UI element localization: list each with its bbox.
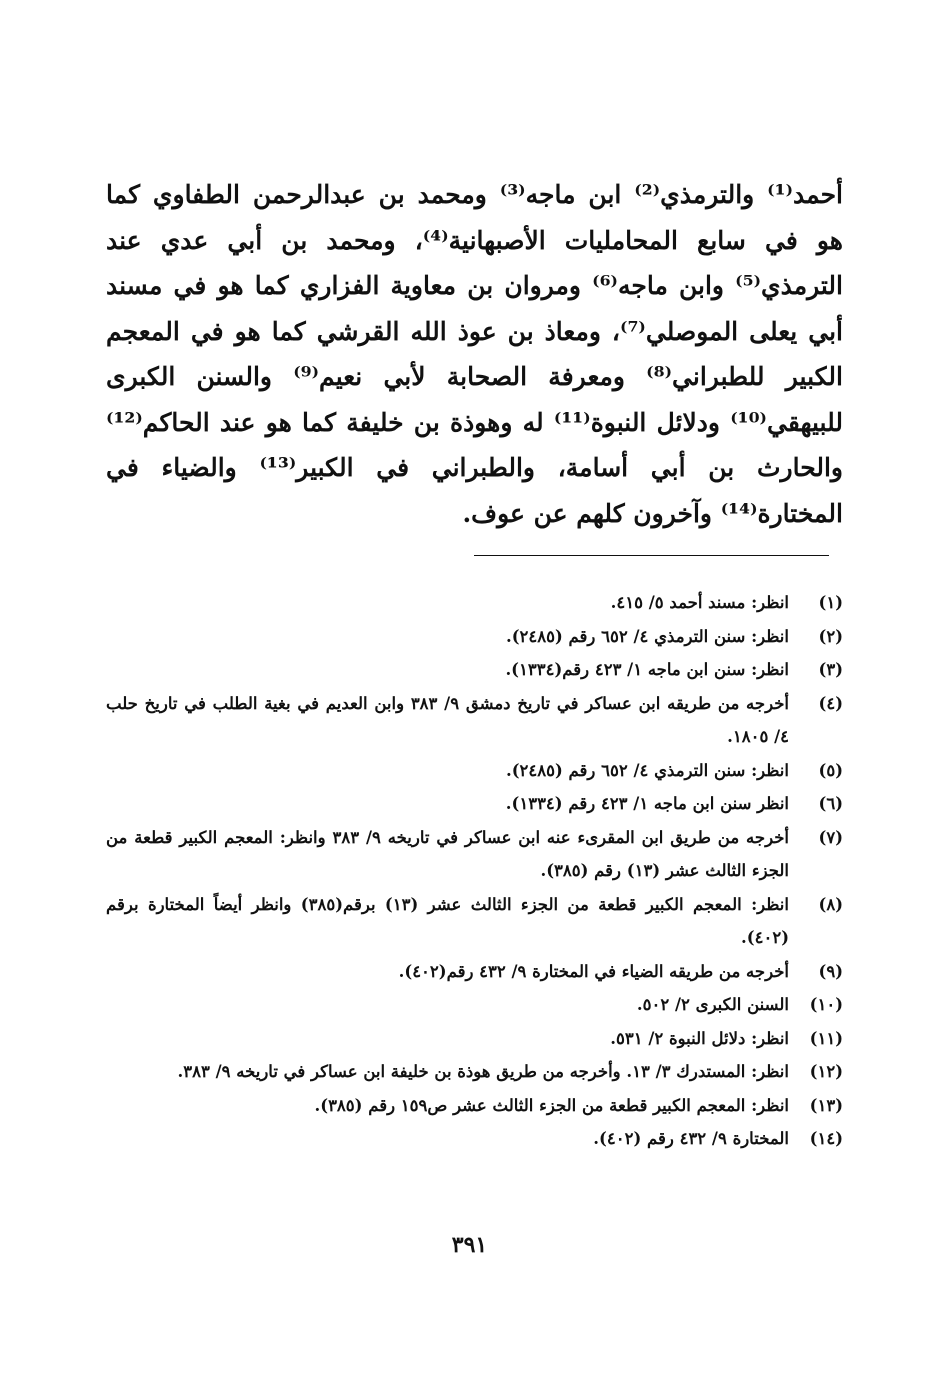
footnote-text: المختارة ٩/ ٤٣٢ رقم (٤٠٢).	[593, 1129, 789, 1148]
footnote-text: انظر: المعجم الكبير قطعة من الجزء الثالث عشر ص١٥٩ رقم (٣٨٥).	[314, 1095, 789, 1115]
main-paragraph: أحمد⁽¹⁾ والترمذي⁽²⁾ ابن ماجه⁽³⁾ ومحمد بن عبدالرحمن الطفاوي كما هو في سابع المحامليات الأصبهانية⁽⁴⁾، ومحمد بن أبي عدي عند الترمذي⁽⁵⁾ وابن ماجه⁽⁶⁾ ومروان بن معاوية الفزاري كما هو في مسند أبي يعلى الموصلي⁽⁷⁾، ومعاذ بن عوذ الله القرشي كما هو في المعجم الكبير للطبراني⁽⁸⁾ ومعرفة الصحابة لأبي نعيم⁽⁹⁾ والسنن الكبرى للبيهقي⁽¹⁰⁾ ودلائل النبوة⁽¹¹⁾ له وهوذة بن خليفة كما هو عند الحاكم⁽¹²⁾ والحارث بن أبي أسامة، والطبراني في الكبير⁽¹³⁾ والضياء في المختارة⁽¹⁴⁾ وآخرون كلهم عن عوف.	[106, 180, 843, 528]
footnote-item	[106, 1022, 843, 1056]
footnote-number: (١١)	[809, 1028, 843, 1048]
page-number: ٣٩١	[451, 1232, 488, 1258]
footnote-item	[106, 586, 843, 620]
main-text-block	[106, 172, 843, 536]
footnote-number: (١)	[818, 593, 843, 612]
footnote-number: (٥)	[818, 760, 843, 780]
footnote-text: انظر: دلائل النبوة ٢/ ٥٣١.	[610, 1028, 789, 1048]
footnote-item	[106, 988, 843, 1022]
footnote-item	[106, 754, 843, 788]
footnote-number: (٦)	[818, 794, 843, 813]
footnote-text: انظر: المستدرك ٣/ ١٣. وأخرجه من طريق هوذة بن خليفة ابن عساكر في تاريخه ٩/ ٣٨٣.	[177, 1062, 789, 1081]
footnote-item	[106, 821, 843, 888]
footnote-text: أخرجه من طريق ابن المقرىء عنه ابن عساكر في تاريخه ٩/ ٣٨٣ وانظر: المعجم الكبير قطعة من الجزء الثالث عشر (١٣) رقم (٣٨٥).	[106, 827, 789, 880]
footnote-item	[106, 787, 843, 821]
footnote-item	[106, 687, 843, 754]
footnote-item	[106, 620, 843, 654]
footnote-text: انظر: سنن الترمذي ٤/ ٦٥٢ رقم (٢٤٨٥).	[505, 626, 789, 646]
footnote-text: انظر سنن ابن ماجه ١/ ٤٢٣ رقم (١٣٣٤).	[505, 794, 789, 813]
footnote-number: (٤)	[818, 693, 843, 713]
footnote-item	[106, 888, 843, 955]
footnote-text: انظر: مسند أحمد ٥/ ٤١٥.	[610, 593, 789, 612]
footnote-text: انظر: سنن الترمذي ٤/ ٦٥٢ رقم (٢٤٨٥).	[505, 760, 789, 780]
footnote-item	[106, 955, 843, 989]
footnote-number: (٢)	[818, 626, 843, 646]
footnote-number: (١٠)	[809, 995, 843, 1014]
footnote-text: انظر: سنن ابن ماجه ١/ ٤٢٣ رقم(١٣٣٤).	[505, 660, 789, 679]
footnote-text: أخرجه من طريقه الضياء في المختارة ٩/ ٤٣٢ رقم(٤٠٢).	[398, 961, 789, 981]
footnote-number: (١٢)	[809, 1062, 843, 1081]
footnote-number: (٩)	[818, 961, 843, 981]
footnote-item	[106, 1055, 843, 1089]
footnote-item	[106, 653, 843, 687]
footnote-item	[106, 1089, 843, 1123]
footnote-number: (١٤)	[809, 1129, 843, 1148]
footnote-item	[106, 1122, 843, 1156]
footnote-text: السنن الكبرى ٢/ ٥٠٢.	[636, 995, 789, 1014]
footnote-number: (٣)	[818, 660, 843, 679]
footnote-number: (٧)	[818, 827, 843, 847]
footnote-text: انظر: المعجم الكبير قطعة من الجزء الثالث عشر (١٣) برقم(٣٨٥) وانظر أيضاً المختارة برقم (٤٠٢).	[106, 894, 789, 947]
footnote-number: (١٣)	[809, 1095, 843, 1115]
footnote-number: (٨)	[818, 894, 843, 914]
footnote-divider	[474, 555, 829, 556]
footnote-text: أخرجه من طريقه ابن عساكر في تاريخ دمشق ٩/ ٣٨٣ وابن العديم في بغية الطلب في تاريخ حلب ٤/ ١٨٠٥.	[106, 693, 789, 746]
footnotes-list	[106, 586, 843, 1156]
